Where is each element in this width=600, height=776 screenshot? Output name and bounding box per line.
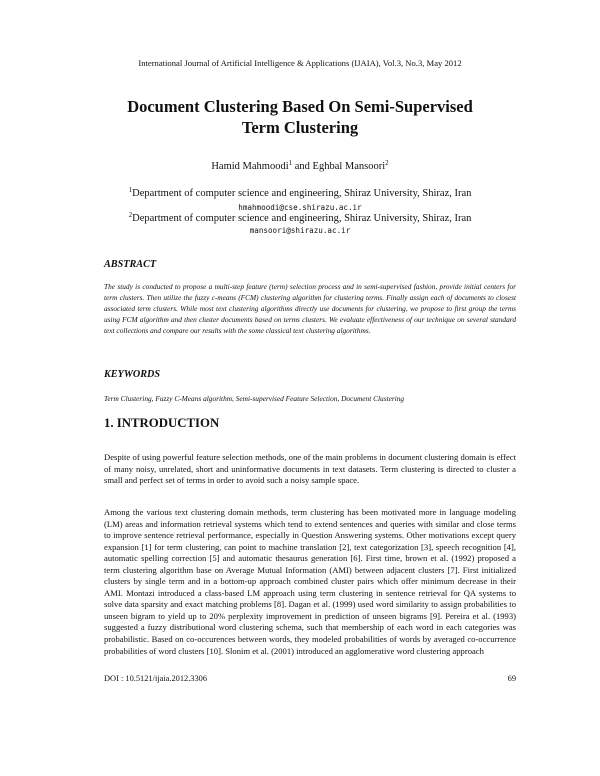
affiliation-1 xyxy=(0,188,600,200)
affiliation-2 xyxy=(0,213,600,225)
author-superscript: 2 xyxy=(385,159,389,167)
author-superscript: 1 xyxy=(288,159,293,167)
body-paragraph: Among the various text clustering domain methods, term clustering has been motivated more in language modeling (LM) areas and information retrieval systems which tend to extend sentences and queries with similar and close terms to improve sentence retrieval performance, especially in Question Answering systems. Other motivations except query expansion [1] for term clustering, can point to machine translation [2], text categorization [3], speech recognition [4], automatic spelling correction [5] and automatic thesaurus generation [6]. First time, brown et al. (1992) proposed a term clustering algorithm base on Average Mutual Information (AMI) between adjacent clusters [7]. First initialized clusters by single term and in a bottom-up approach combined cluster pairs which offer minimum decrease in their AMI. Montazi introduced a class-based LM approach using term clustering in sentence retrieval for QA systems to solve data sparsity and exact matching problems [8]. Dagan et al. (1999) used word similarity to assign probabilities to unseen bigram to yield up to 20% perplexity improvement in prediction of unseen bigrams [9]. Pereira et al. (1993) suggested a fuzzy distributional word clustering schema, such that membership of each word in each categories was probabilistic. Based on co-occurences between words, they modeled probabilities of words by averaged co-occurrence probabilities of word clusters [10]. Slonim et al. (2001) introduced an agglomerative word clustering approach xyxy=(104,507,516,656)
author-conjunction: and xyxy=(294,161,310,172)
affiliation-text: Department of computer science and engineering, Shiraz University, Shiraz, Iran xyxy=(132,213,472,224)
paper-title xyxy=(60,96,540,138)
page-number: 69 xyxy=(507,674,516,683)
affiliation-text: Department of computer science and engineering, Shiraz University, Shiraz, Iran xyxy=(132,188,472,199)
affiliation-superscript: 2 xyxy=(128,211,133,219)
title-line-2: Term Clustering xyxy=(241,118,359,137)
author-list xyxy=(0,161,600,172)
running-head: International Journal of Artificial Intelligence & Applications (IJAIA), Vol.3, No.3, May 2012 xyxy=(138,58,462,68)
keywords-text: Term Clustering, Fuzzy C-Means algorithm, Semi-supervised Feature Selection, Document Clustering xyxy=(104,394,405,403)
title-line-1: Document Clustering Based On Semi-Supervised xyxy=(127,97,473,116)
abstract-text: The study is conducted to propose a multi-step feature (term) selection process and in semi-supervised fashion, provide initial centers for term clusters. Then utilize the fuzzy c-means (FCM) clustering algorithm for clustering terms. Finally assign each of documents to closest associated term clusters. While most text clustering algorithms directly use documents for clustering, we propose to first group the terms using FCM algorithm and then cluster documents based on terms clusters. We evaluate effectiveness of our technique on several standard text collections and compare our results with the some classical text clustering algorithms. xyxy=(104,282,516,335)
keywords-heading: KEYWORDS xyxy=(104,369,161,380)
abstract-heading: ABSTRACT xyxy=(104,259,157,270)
author-name: Hamid Mahmoodi xyxy=(211,161,289,172)
body-paragraph: Despite of using powerful feature selection methods, one of the main problems in document clustering domain is effect of many noisy, unrelated, short and uninformative documents in text datasets. Term clustering is directed to cluster a small and perfect set of terms in order to avoid such a noisy sample space. xyxy=(104,452,516,486)
author-email-2: mansoori@shirazu.ac.ir xyxy=(249,226,351,235)
introduction-heading: 1. INTRODUCTION xyxy=(104,416,220,430)
author-name: Eghbal Mansoori xyxy=(312,161,386,172)
author-email-1: hmahmoodi@cse.shirazu.ac.ir xyxy=(238,203,362,212)
affiliation-superscript: 1 xyxy=(128,186,133,194)
doi-footer: DOI : 10.5121/ijaia.2012.3306 xyxy=(104,674,208,683)
